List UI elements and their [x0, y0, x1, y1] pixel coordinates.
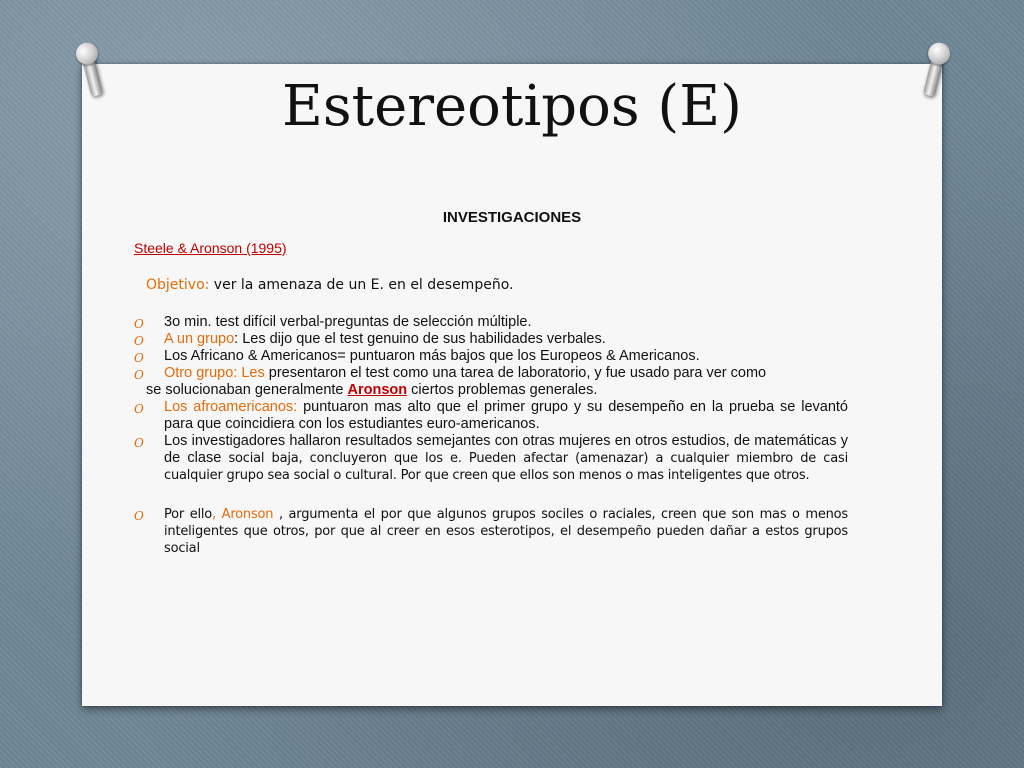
slide-title: Estereotipos (E): [282, 74, 742, 139]
objective-line: [146, 277, 513, 293]
list-item: O Los Africano & Americanos= puntuaron más bajos que los Europeos & Americanos.: [134, 348, 700, 365]
list-item: O Por ello, Aronson , argumenta el por que algunos grupos sociles o raciales, creen que son mas o menos inteligentes que otros, por que al creer en esos esterotipos, el desempeño pueden dañar a estos grupos social: [134, 507, 849, 556]
bullet-icon: O: [134, 402, 144, 416]
study-reference: Steele & Aronson (1995): [134, 240, 287, 256]
list-item: O Otro grupo: Les presentaron el test como una tarea de laboratorio, y fue usado para ver como: [134, 365, 767, 382]
list-item: O A un grupo: Les dijo que el test genuino de sus habilidades verbales.: [134, 331, 606, 348]
list-item: O Los investigadores hallaron resultados semejantes con otras mujeres en otros estudios, de matemáticas y de clase social baja, concluyeron que los e. Pueden afectar (amenazar) a cualquier miembro de casi cualquier grupo sea social o cultural. Por que creen que ellos son menos o mas inteligentes que otros.: [134, 433, 848, 483]
objective-text: ver la amenaza de un E. en el desempeño.: [209, 277, 514, 293]
bullet-icon: O: [134, 351, 144, 365]
list-item-continuation: se solucionaban generalmente Aronson ciertos problemas generales.: [146, 382, 598, 398]
author-name: Aronson: [347, 382, 408, 398]
bullet-icon: O: [134, 334, 144, 348]
bullet-icon: O: [134, 509, 144, 523]
list-item: O Los afroamericanos: puntuaron mas alto que el primer grupo y su desempeño en la prueba se levantó para que coincidiera con los estudiantes euro-americanos.: [134, 399, 848, 432]
bullet-icon: O: [134, 368, 144, 382]
bullet-icon: O: [134, 436, 144, 450]
bullet-icon: O: [134, 317, 144, 331]
list-item: O 3o min. test difícil verbal-preguntas de selección múltiple.: [134, 314, 532, 331]
section-heading: INVESTIGACIONES: [442, 209, 582, 226]
objective-label: Objetivo:: [146, 277, 210, 293]
findings-list: [134, 314, 848, 557]
